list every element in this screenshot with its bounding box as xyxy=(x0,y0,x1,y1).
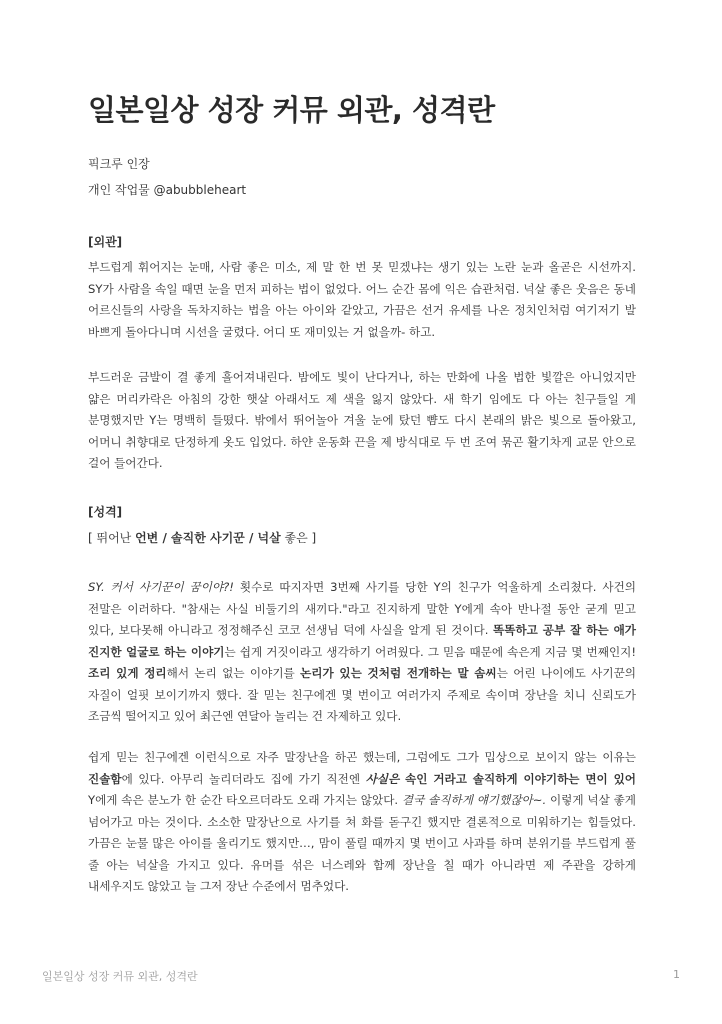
appearance-paragraph-2: 부드러운 금발이 결 좋게 흘어져내린다. 밤에도 빛이 난다거나, 하는 만화에 나올 법한 빛깔은 아니었지만 얇은 머리카락은 아침의 강한 햇살 아래서도 제 색을 잃지 않았다. 새 학기 임에도 다 아는 친구들일 게 분명했지만 Y는 명백히 들떴다. 밖에서 뛰어놀아 겨울 눈에 탔던 뺨도 다시 본래의 밝은 빛으로 돌아왔고, 어머니 취향대로 단정하게 옷도 입었다. 하얀 운동화 끈을 제 방식대로 두 번 조여 묶곤 활기차게 교문 안으로 걸어 들어간다. xyxy=(88,370,636,470)
personality-heading: [성격] xyxy=(88,505,123,519)
emphasis: 진솔함 xyxy=(88,771,122,786)
emphasis-italic: 사실은 xyxy=(365,771,400,786)
text-run: 는 어린 나이에도 사기꾼의 자질이 얼핏 보이기까지 했다. 잘 믿는 친구에겐 몇 번이고 여러가지 주제로 속이며 장난을 치니 신뢰도가 조금씩 떨어지고 있어 최근엔 연달아 놀리는 건 자제하고 있다. xyxy=(88,666,636,723)
text-run: 에 있다. 아무리 놀리더라도 집에 가기 직전엔 xyxy=(121,771,366,786)
emphasis: 논리가 있는 것처럼 전개하는 말 솜씨 xyxy=(300,666,497,680)
tag-separator: / xyxy=(158,531,172,545)
tag-honest-swindler: 솔직한 사기꾼 xyxy=(171,531,245,545)
text-run: 횟수로 따지자면 3번째 사기를 당한 Y의 친구가 억울하게 소리쳤다. 사건의 전말은 이러하다. "참새는 사실 비둘기의 새끼다."라고 진지하게 말한 Y에게 속아 반나절 동안 굳게 믿고 있다, 보다못해 아니라고 정정해주신 코코 선생님 덕에 사실을 알게 된 것이다. xyxy=(88,580,636,637)
appearance-paragraph-1: 부드럽게 휘어지는 눈매, 사람 좋은 미소, 제 말 한 번 못 믿겠냐는 생기 있는 노란 눈과 올곧은 시선까지. SY가 사람을 속일 때면 눈을 먼저 피하는 법이 없었다. 어느 순간 몸에 익은 습관처럼. 넉살 좋은 웃음은 동네 어르신들의 사랑을 독차지하는 법을 아는 아이와 같았고, 가끔은 선거 유세를 나온 정치인처럼 여기저기 발 바쁘게 돌아다니며 시선을 굴렸다. 어디 또 재미있는 거 없을까- 하고. xyxy=(88,260,636,339)
text-run: 해서 논리 없는 이야기를 xyxy=(166,666,301,680)
tag-affable: 넉살 xyxy=(257,531,281,545)
tags-open: [ 뛰어난 xyxy=(88,531,136,545)
tag-eloquence: 언변 xyxy=(135,531,159,545)
page-number: 1 xyxy=(673,968,680,981)
tag-separator: / xyxy=(244,531,258,545)
emphasis xyxy=(366,772,400,786)
tags-close: 좋은 ] xyxy=(280,531,317,545)
meta-line-2: 개인 작업물 @abubbleheart xyxy=(88,183,247,197)
emphasis: 조리 있게 정리 xyxy=(88,666,167,680)
appearance-heading: [외관] xyxy=(88,235,123,249)
quote-italic: 결국 솔직하게 얘기했잖아~. xyxy=(401,793,547,807)
personality-tags xyxy=(88,529,316,546)
footer-title: 일본일상 성장 커뮤 외관, 성격란 xyxy=(42,970,198,983)
text-run: 이렇게 넉살 좋게 넘어가고 마는 것이다. 소소한 말장난으로 사기를 쳐 화를 돋구긴 했지만 결론적으로 미워하기는 힘들었다. 가끔은 눈물 많은 아이를 울리기도 했지만…, 맘이 풀릴 때까지 몇 번이고 사과를 하며 분위기를 부드럽게 풀 줄 아는 넉살을 가지고 있다. 유머를 섞은 너스레와 함께 장난을 칠 때가 아니라면 제 주관을 강하게 내세우지도 않았고 늘 그저 장난 수준에서 멈추었다. xyxy=(88,793,636,893)
personality-paragraph-2 xyxy=(88,747,636,898)
page-title: 일본일상 성장 커뮤 외관, 성격란 xyxy=(88,93,495,127)
emphasis: 똑똑하고 공부 잘 하는 애가 진지한 얼굴로 하는 이야기 xyxy=(88,623,637,659)
meta-line-1: 픽크루 인장 xyxy=(88,157,150,171)
text-run: Y에게 속은 분노가 한 순간 타오르더라도 오래 가지는 않았다. xyxy=(88,793,402,807)
text-run: 는 쉽게 거짓이라고 생각하기 어려웠다. 그 믿음 때문에 속은게 지금 몇 번째인지! xyxy=(224,644,636,659)
emphasis: 속인 거라고 솔직하게 이야기하는 면이 있어 xyxy=(399,771,637,786)
text-run: 쉽게 믿는 친구에겐 이런식으로 자주 말장난을 하곤 했는데, 그럼에도 그가 밉상으로 보이지 않는 이유는 xyxy=(88,750,636,764)
quote-lead: SY. 커서 사기꾼이 꿈이야?! xyxy=(88,580,234,594)
personality-paragraph-1 xyxy=(88,577,636,728)
